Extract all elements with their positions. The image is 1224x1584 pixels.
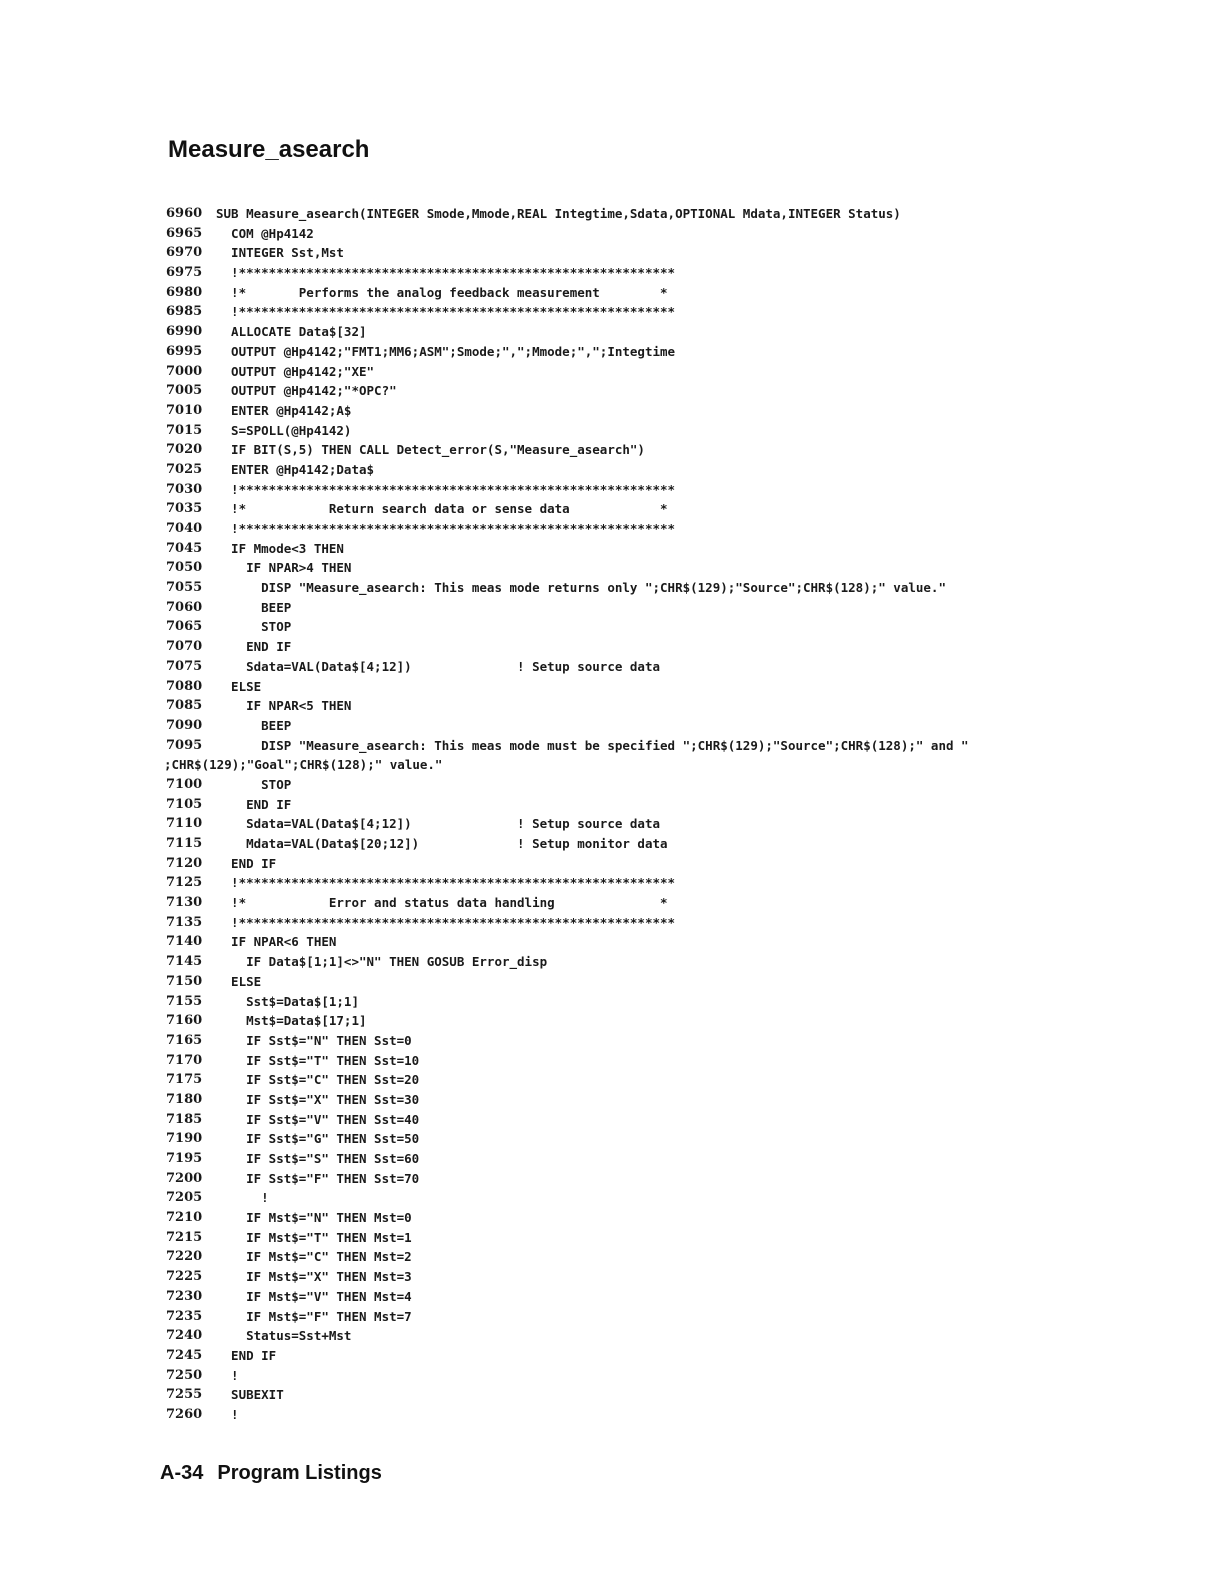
line-number: 7090: [166, 717, 203, 733]
line-number: 7025: [166, 461, 203, 477]
code-line: [150, 302, 1150, 322]
line-number: 7200: [166, 1170, 203, 1186]
line-number: 7045: [166, 540, 203, 556]
code-line: [150, 1031, 1150, 1051]
line-number: 7150: [166, 973, 203, 989]
code-line: [150, 1267, 1150, 1287]
code-text: S=SPOLL(@Hp4142): [216, 422, 352, 438]
line-number: 7190: [166, 1131, 203, 1147]
code-text: STOP: [216, 619, 292, 635]
code-text: ELSE: [216, 678, 262, 694]
program-listing: [150, 204, 1150, 1425]
line-number: 7040: [166, 521, 203, 536]
line-number: 7115: [166, 836, 203, 851]
line-number: 6975: [166, 265, 203, 281]
code-text: IF NPAR>4 THEN: [216, 560, 352, 576]
section-title: Program Listings: [217, 1462, 382, 1484]
code-text: !**********************************************************: [216, 304, 676, 320]
line-number: 7005: [166, 383, 203, 399]
code-line: [150, 362, 1150, 382]
code-line: [150, 1051, 1150, 1071]
code-line: [150, 1405, 1150, 1425]
code-line: [150, 558, 1150, 578]
code-line: [150, 1169, 1150, 1189]
code-text: ENTER @Hp4142;Data$: [216, 461, 375, 477]
line-number: 7215: [166, 1229, 203, 1245]
code-line: [150, 1129, 1150, 1149]
code-text: !: [216, 1190, 269, 1206]
line-number: 7070: [166, 639, 203, 655]
line-number: 7055: [166, 580, 203, 596]
code-line: [150, 992, 1150, 1012]
code-line: [150, 499, 1150, 519]
page-footer: [160, 1462, 382, 1485]
code-line: [150, 1307, 1150, 1327]
code-line: [150, 243, 1150, 263]
code-text: !* Return search data or sense data *: [216, 501, 668, 517]
code-line: [150, 834, 1150, 854]
line-number: 6990: [166, 324, 203, 340]
code-line: [150, 381, 1150, 401]
code-text: ENTER @Hp4142;A$: [216, 402, 352, 418]
code-text: IF Sst$="X" THEN Sst=30: [216, 1091, 420, 1107]
code-text: IF Mst$="F" THEN Mst=7: [216, 1308, 412, 1324]
code-line: [150, 1326, 1150, 1346]
code-line: [150, 224, 1150, 244]
line-number: 7155: [166, 993, 203, 1009]
line-number: 7095: [166, 737, 203, 753]
code-line: [150, 637, 1150, 657]
code-line: [150, 755, 1150, 775]
line-number: 7225: [166, 1269, 203, 1285]
line-number: 7020: [166, 442, 203, 458]
line-number: 7195: [166, 1151, 203, 1166]
code-line: [150, 677, 1150, 697]
code-line: [150, 578, 1150, 598]
code-text: INTEGER Sst,Mst: [216, 245, 344, 261]
code-text: IF Mst$="V" THEN Mst=4: [216, 1288, 412, 1304]
code-line: [150, 460, 1150, 480]
line-number: 7160: [166, 1013, 203, 1029]
code-line: [150, 775, 1150, 795]
code-line: [150, 342, 1150, 362]
code-text: END IF: [216, 639, 292, 655]
line-number: 7065: [166, 619, 203, 635]
code-text: IF Mst$="N" THEN Mst=0: [216, 1210, 412, 1226]
line-number: 7180: [166, 1091, 203, 1107]
line-number: 7060: [166, 599, 203, 615]
code-line: [150, 657, 1150, 677]
code-line: [150, 1011, 1150, 1031]
code-text: BEEP: [216, 717, 292, 733]
code-text: IF Sst$="N" THEN Sst=0: [216, 1032, 412, 1048]
code-line: [150, 1110, 1150, 1130]
code-text: Mst$=Data$[17;1]: [216, 1013, 367, 1029]
code-line: [150, 322, 1150, 342]
code-line: [150, 1346, 1150, 1366]
code-text: Sdata=VAL(Data$[4;12]) ! Setup source data: [216, 658, 661, 674]
line-number: 7120: [166, 855, 203, 871]
code-text: !* Error and status data handling *: [216, 895, 668, 911]
code-text: IF Sst$="F" THEN Sst=70: [216, 1170, 420, 1186]
code-text: IF NPAR<5 THEN: [216, 698, 352, 714]
line-number: 6970: [166, 245, 203, 261]
line-number: 7235: [166, 1308, 203, 1324]
code-text: IF Sst$="G" THEN Sst=50: [216, 1131, 420, 1147]
code-text: IF Mst$="T" THEN Mst=1: [216, 1229, 412, 1245]
code-line: [150, 696, 1150, 716]
code-text: !: [216, 1406, 239, 1422]
line-number: 6965: [166, 225, 203, 241]
line-number: 6980: [166, 284, 203, 300]
code-text: !**********************************************************: [216, 875, 676, 891]
code-line: [150, 1385, 1150, 1405]
code-text: OUTPUT @Hp4142;"FMT1;MM6;ASM";Smode;",";Mmode;",";Integtime: [216, 343, 676, 359]
line-number: 7175: [166, 1072, 203, 1088]
code-text: SUBEXIT: [216, 1387, 284, 1403]
code-text: DISP "Measure_asearch: This meas mode must be specified ";CHR$(129);"Source";CHR$(128);" and ": [216, 737, 969, 753]
code-line: [150, 972, 1150, 992]
code-line: [150, 1070, 1150, 1090]
line-number: 7110: [166, 816, 203, 832]
line-number: 7220: [166, 1249, 203, 1265]
code-line: [150, 283, 1150, 303]
code-text: ELSE: [216, 973, 262, 989]
line-number: 7010: [166, 402, 203, 418]
code-text: SUB Measure_asearch(INTEGER Smode,Mmode,REAL Integtime,Sdata,OPTIONAL Mdata,INTEGER Status): [216, 206, 901, 221]
line-number: 7015: [166, 422, 203, 438]
code-line: [150, 795, 1150, 815]
line-number: 6985: [166, 304, 203, 320]
code-text: !: [216, 1367, 239, 1383]
line-number: 7250: [166, 1367, 203, 1383]
code-line: [150, 1287, 1150, 1307]
code-text: IF Sst$="C" THEN Sst=20: [216, 1072, 420, 1088]
code-text: STOP: [216, 776, 292, 792]
code-text: IF Mmode<3 THEN: [216, 540, 344, 556]
code-text: IF NPAR<6 THEN: [216, 934, 337, 950]
line-number: 7245: [166, 1347, 203, 1363]
code-line: [150, 519, 1150, 539]
line-number: 7105: [166, 796, 203, 812]
line-number: 7125: [166, 875, 203, 891]
line-number: 7230: [166, 1288, 203, 1304]
code-text: BEEP: [216, 599, 292, 615]
line-number: 7030: [166, 481, 203, 497]
code-text: ;CHR$(129);"Goal";CHR$(128);" value.": [164, 757, 443, 773]
line-number: 7210: [166, 1210, 203, 1226]
code-text: Mdata=VAL(Data$[20;12]) ! Setup monitor data: [216, 836, 668, 851]
code-text: IF Mst$="X" THEN Mst=3: [216, 1269, 412, 1285]
code-text: DISP "Measure_asearch: This meas mode returns only ";CHR$(129);"Source";CHR$(128);" value.": [216, 580, 946, 596]
line-number: 7170: [166, 1052, 203, 1068]
code-line: [150, 814, 1150, 834]
line-number: 7035: [166, 501, 203, 517]
line-number: 7240: [166, 1328, 203, 1344]
code-line: [150, 421, 1150, 441]
code-line: [150, 1090, 1150, 1110]
line-number: 7075: [166, 658, 203, 674]
code-text: !**********************************************************: [216, 481, 676, 497]
code-line: [150, 854, 1150, 874]
code-text: Sdata=VAL(Data$[4;12]) ! Setup source data: [216, 816, 661, 832]
code-line: [150, 204, 1150, 224]
code-line: [150, 401, 1150, 421]
code-text: END IF: [216, 1347, 277, 1363]
code-text: IF Sst$="V" THEN Sst=40: [216, 1111, 420, 1127]
code-text: COM @Hp4142: [216, 225, 314, 241]
line-number: 7080: [166, 678, 203, 694]
line-number: 7100: [166, 776, 203, 792]
code-line: [150, 736, 1150, 756]
page-title: Measure_asearch: [168, 136, 370, 163]
code-line: [150, 716, 1150, 736]
line-number: 7130: [166, 895, 203, 911]
code-line: [150, 1149, 1150, 1169]
line-number: 7205: [166, 1190, 203, 1206]
code-text: END IF: [216, 855, 277, 871]
line-number: 6960: [166, 206, 203, 221]
code-line: [150, 1366, 1150, 1386]
code-text: !**********************************************************: [216, 914, 676, 930]
line-number: 7050: [166, 560, 203, 576]
code-text: IF Data$[1;1]<>"N" THEN GOSUB Error_disp: [216, 954, 548, 970]
code-text: IF Sst$="T" THEN Sst=10: [216, 1052, 420, 1068]
line-number: 7145: [166, 954, 203, 970]
code-text: END IF: [216, 796, 292, 812]
code-text: Status=Sst+Mst: [216, 1328, 352, 1344]
line-number: 7165: [166, 1032, 203, 1048]
page-number: A-34: [160, 1462, 204, 1484]
code-line: [150, 952, 1150, 972]
line-number: 6995: [166, 343, 203, 359]
code-text: IF BIT(S,5) THEN CALL Detect_error(S,"Measure_asearch"): [216, 442, 645, 458]
code-text: Sst$=Data$[1;1]: [216, 993, 359, 1009]
code-text: OUTPUT @Hp4142;"XE": [216, 363, 375, 379]
code-line: [150, 1208, 1150, 1228]
code-text: !* Performs the analog feedback measurement *: [216, 284, 668, 300]
code-line: [150, 913, 1150, 933]
line-number: 7085: [166, 698, 203, 714]
code-line: [150, 440, 1150, 460]
code-line: [150, 1228, 1150, 1248]
code-text: ALLOCATE Data$[32]: [216, 324, 367, 340]
code-line: [150, 539, 1150, 559]
code-line: [150, 893, 1150, 913]
code-line: [150, 617, 1150, 637]
code-line: [150, 932, 1150, 952]
line-number: 7135: [166, 914, 203, 930]
code-line: [150, 480, 1150, 500]
code-text: !**********************************************************: [216, 265, 676, 281]
code-line: [150, 1247, 1150, 1267]
code-line: [150, 598, 1150, 618]
code-line: [150, 873, 1150, 893]
code-line: [150, 263, 1150, 283]
line-number: 7000: [166, 363, 203, 379]
code-text: !**********************************************************: [216, 521, 676, 536]
line-number: 7255: [166, 1387, 203, 1403]
line-number: 7260: [166, 1406, 203, 1422]
code-line: [150, 1188, 1150, 1208]
code-text: IF Mst$="C" THEN Mst=2: [216, 1249, 412, 1265]
line-number: 7185: [166, 1111, 203, 1127]
line-number: 7140: [166, 934, 203, 950]
code-text: IF Sst$="S" THEN Sst=60: [216, 1151, 420, 1166]
code-text: OUTPUT @Hp4142;"*OPC?": [216, 383, 397, 399]
